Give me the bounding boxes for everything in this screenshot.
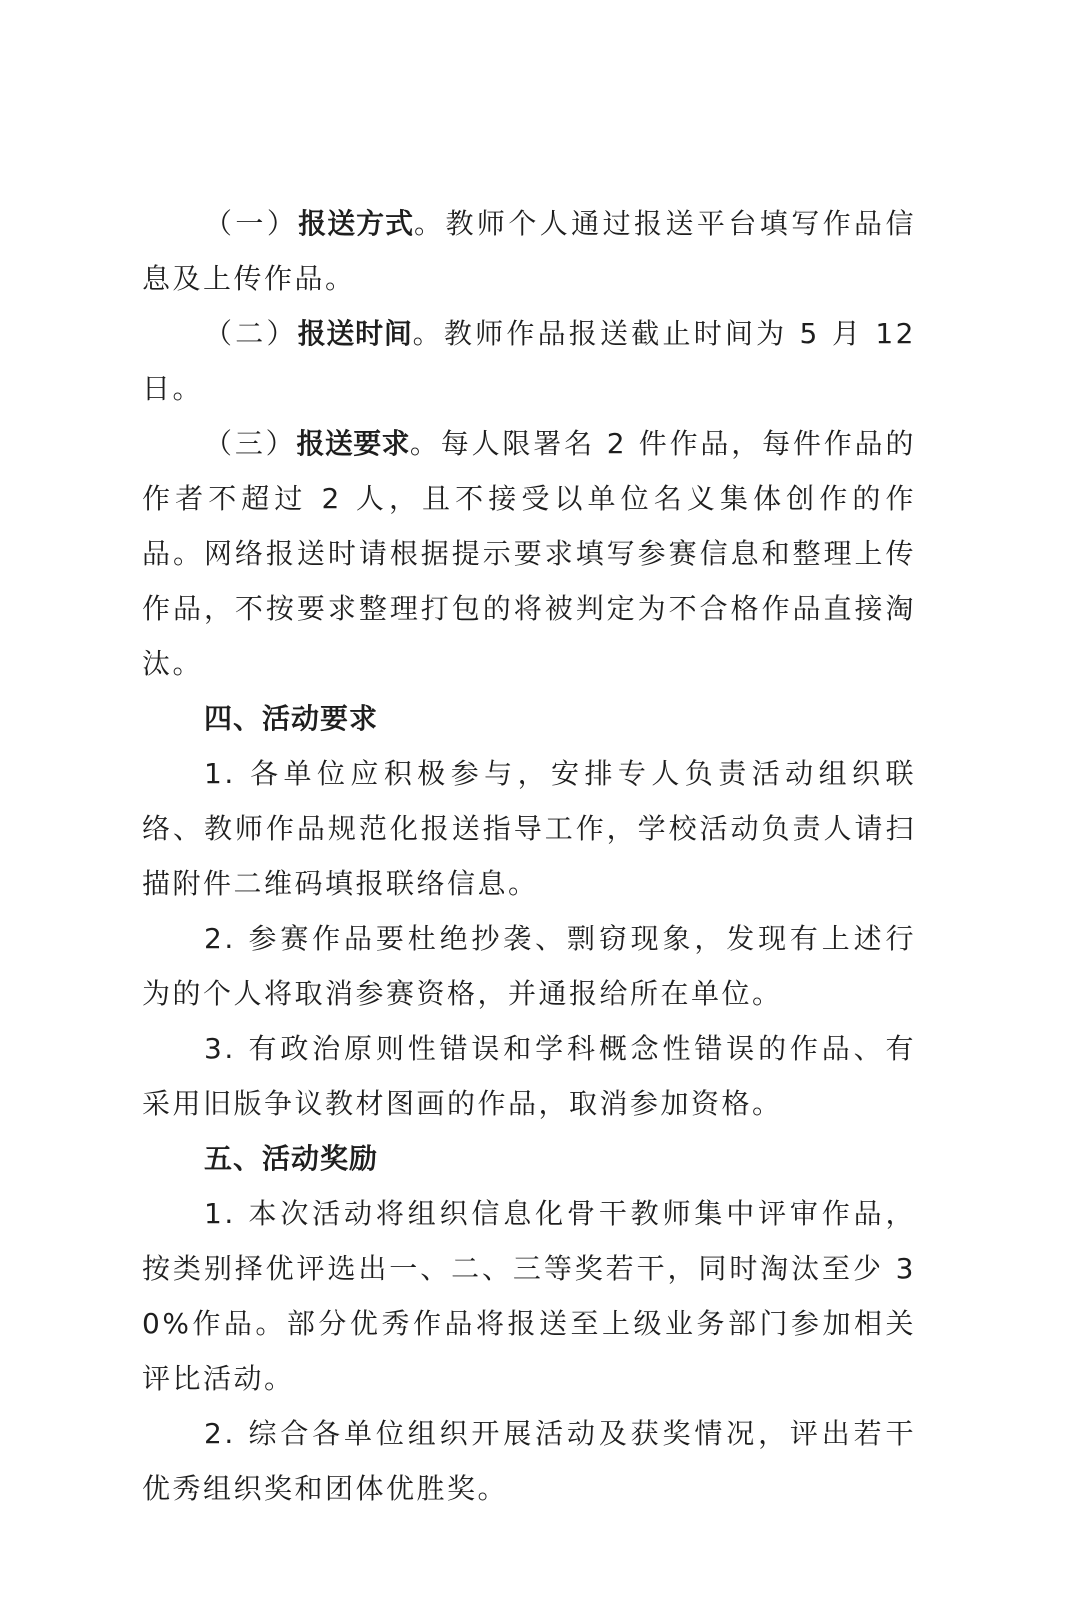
paragraph-text: 本次活动将组织信息化骨干教师集中评审作品，按类别择优评选出一、二、三等奖若干，同时淘汰至少 30%作品。部分优秀作品将报送至上级业务部门参加相关评比活动。 (142, 1197, 916, 1395)
paragraph-text: 综合各单位组织开展活动及获奖情况，评出若干优秀组织奖和团体优胜奖。 (142, 1417, 916, 1505)
paragraph-text: 。教师作品报送截止时间为 5 月 12 日。 (142, 317, 916, 405)
document-body (142, 196, 916, 1516)
section-heading-activity-requirements: 四、活动要求 (204, 702, 379, 735)
paragraph-lead: （一） (204, 207, 299, 240)
paragraph-lead: 1. (204, 1197, 249, 1230)
paragraph-submission-method (142, 196, 916, 306)
paragraph-requirement-3 (142, 1021, 916, 1131)
paragraph-text: 。每人限署名 2 件作品，每件作品的作者不超过 2 人，且不接受以单位名义集体创作的作品。网络报送时请根据提示要求填写参赛信息和整理上传作品，不按要求整理打包的将被判定为不合格作品直接淘汰。 (142, 427, 916, 680)
paragraph-award-2 (142, 1406, 916, 1516)
section-heading-activity-awards: 五、活动奖励 (204, 1142, 379, 1175)
paragraph-lead: 3. (204, 1032, 249, 1065)
paragraph-bold-title: 报送方式 (298, 207, 415, 240)
paragraph-requirement-2 (142, 911, 916, 1021)
paragraph-text: 有政治原则性错误和学科概念性错误的作品、有采用旧版争议教材图画的作品，取消参加资格。 (142, 1032, 916, 1120)
paragraph-lead: 1. (204, 757, 251, 790)
paragraph-lead: 2. (204, 1417, 249, 1450)
paragraph-bold-title: 报送时间 (297, 317, 413, 350)
paragraph-submission-requirements (142, 416, 916, 691)
paragraph-text: 各单位应积极参与，安排专人负责活动组织联络、教师作品规范化报送指导工作，学校活动负责人请扫描附件二维码填报联络信息。 (142, 757, 916, 900)
paragraph-requirement-1 (142, 746, 916, 911)
paragraph-text: 参赛作品要杜绝抄袭、剽窃现象，发现有上述行为的个人将取消参赛资格，并通报给所在单位。 (142, 922, 916, 1010)
paragraph-text: 。教师个人通过报送平台填写作品信息及上传作品。 (142, 207, 916, 295)
paragraph-bold-title: 报送要求 (296, 427, 410, 460)
paragraph-lead: （二） (204, 317, 298, 350)
paragraph-lead: 2. (204, 922, 249, 955)
paragraph-lead: （三） (204, 427, 297, 460)
paragraph-award-1 (142, 1186, 916, 1406)
paragraph-submission-time (142, 306, 916, 416)
